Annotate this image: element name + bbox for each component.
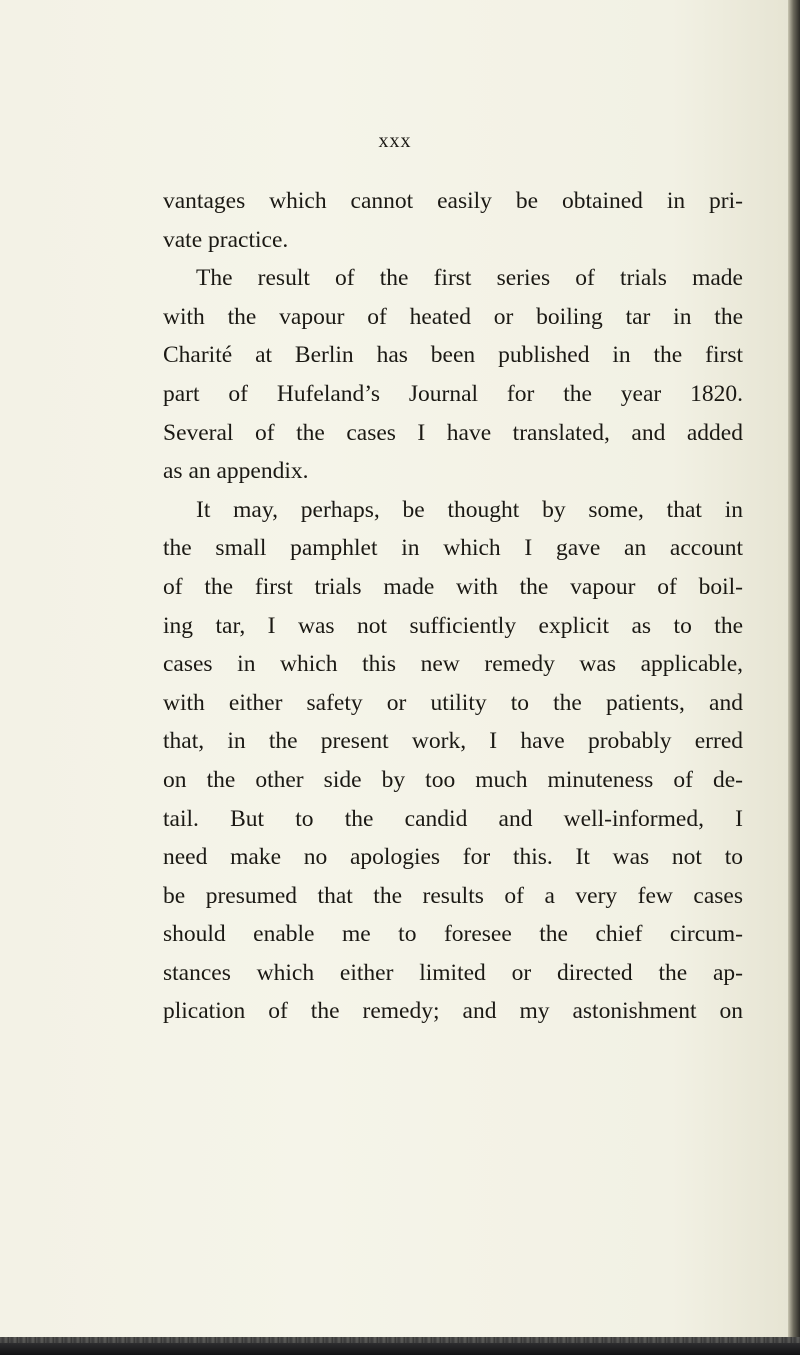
text-line: of the first trials made with the vapour of boil-	[163, 573, 743, 600]
page-number: xxx	[378, 130, 412, 152]
text-line: tail. But to the candid and well-informed, I	[163, 805, 743, 832]
text-line: on the other side by too much minuteness of de-	[163, 766, 743, 793]
text-line: with the vapour of heated or boiling tar in the	[163, 303, 743, 330]
text-line: should enable me to foresee the chief circum-	[163, 921, 743, 948]
text-line: stances which either limited or directed the ap-	[163, 959, 743, 986]
page-bottom-edge	[0, 1337, 800, 1355]
text-line: with either safety or utility to the patients, and	[163, 689, 743, 716]
text-line: the small pamphlet in which I gave an account	[163, 535, 743, 562]
text-line: need make no apologies for this. It was not to	[163, 844, 743, 871]
text-line: Several of the cases I have translated, and added	[163, 419, 743, 446]
text-line: vantages which cannot easily be obtained in pri-	[163, 188, 743, 214]
page-right-edge	[788, 0, 800, 1355]
text-line: part of Hufeland’s Journal for the year 1820.	[163, 380, 743, 407]
text-line: Charité at Berlin has been published in the first	[163, 342, 743, 369]
text-line: vate practice.	[163, 226, 289, 253]
text-line: that, in the present work, I have probably erred	[163, 728, 743, 755]
text-line: ing tar, I was not sufficiently explicit as to the	[163, 612, 743, 639]
text-line: It may, perhaps, be thought by some, that in	[196, 496, 743, 523]
text-line: cases in which this new remedy was applicable,	[163, 651, 743, 678]
text-line: plication of the remedy; and my astonishment on	[163, 998, 743, 1025]
body-text	[163, 182, 743, 1031]
text-line: The result of the first series of trials made	[196, 265, 743, 292]
text-line: as an appendix.	[163, 458, 309, 485]
text-line: be presumed that the results of a very few cases	[163, 882, 743, 909]
